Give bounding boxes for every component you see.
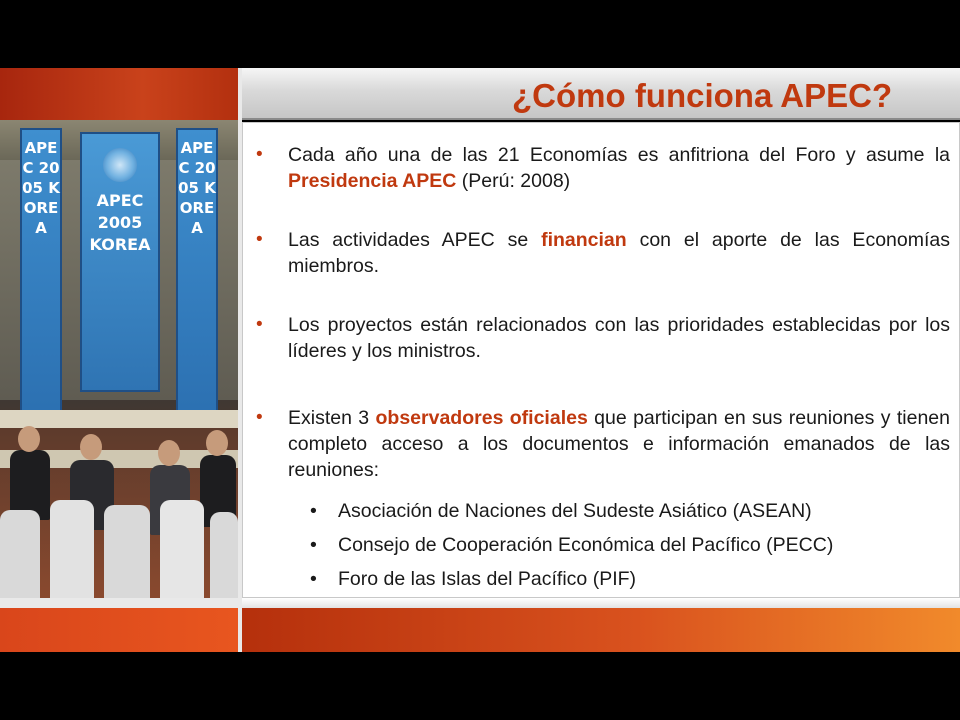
photo-chair: [210, 512, 238, 608]
bullet-text: (Perú: 2008): [456, 170, 571, 192]
apec-banner-center-text: APEC 2005 KOREA: [89, 191, 151, 254]
photo-chair: [50, 500, 94, 608]
conference-photo: [0, 120, 238, 608]
photo-chair: [104, 505, 150, 608]
bullet-item: [256, 142, 950, 194]
bullet-highlight: Presidencia APEC: [288, 170, 457, 192]
header-accent-block: [0, 68, 238, 120]
sub-bullet-dot: •: [310, 534, 317, 556]
photo-table: [0, 410, 238, 428]
photo-person-head: [158, 440, 180, 466]
bullet-dot: •: [256, 229, 263, 250]
sub-bullet-dot: •: [310, 568, 317, 590]
apec-banner-right: [176, 128, 218, 428]
slide-title: ¿Cómo funciona APEC?: [512, 77, 893, 114]
sub-bullet-text: Consejo de Cooperación Económica del Pacífico (PECC): [338, 534, 834, 556]
bullet-item: [256, 312, 950, 364]
sub-bullet-text: Foro de las Islas del Pacífico (PIF): [338, 568, 637, 590]
bullet-dot: •: [256, 314, 263, 335]
apec-emblem-icon: [103, 148, 137, 182]
footer-accent-block: [0, 608, 238, 652]
sub-bullet-dot: •: [310, 500, 317, 522]
photo-chair: [0, 510, 40, 608]
bullet-highlight: financian: [541, 229, 627, 251]
sub-bullet-text: Asociación de Naciones del Sudeste Asiático (ASEAN): [338, 500, 812, 522]
apec-banner-left-text: APEC 2005 KOREA: [22, 139, 60, 237]
bullet-text: Existen 3: [288, 407, 376, 429]
bullet-text: Las actividades APEC se: [288, 229, 542, 251]
footer-separator: [0, 598, 238, 608]
sub-bullet-item: [310, 498, 958, 524]
sub-bullet-item: [310, 566, 958, 592]
bullet-highlight: observadores oficiales: [375, 407, 588, 429]
photo-person-head: [18, 426, 40, 452]
sub-bullet-item: [310, 532, 958, 558]
bullet-text: que participan en sus reuniones y tienen completo acceso a los documentos e información emanados de las reuniones:: [288, 407, 950, 481]
bullet-item: [256, 227, 950, 279]
bullet-text: Cada año una de las 21 Economías es anfitriona del Foro y asume la: [288, 144, 950, 166]
footer-band-edge: [242, 598, 960, 608]
apec-banner-center: [80, 132, 160, 392]
bullet-text: Los proyectos están relacionados con las prioridades establecidas por los líderes y los ministros.: [288, 314, 950, 362]
photo-chair: [160, 500, 204, 608]
apec-banner-left: [20, 128, 62, 428]
photo-person-head: [80, 434, 102, 460]
bullet-dot: •: [256, 407, 263, 428]
bullet-text: con el aporte de las Economías miembros.: [288, 229, 950, 277]
bullet-dot: •: [256, 144, 263, 165]
photo-person-head: [206, 430, 228, 456]
apec-banner-right-text: APEC 2005 KOREA: [178, 139, 216, 237]
bullet-item: [256, 405, 950, 483]
